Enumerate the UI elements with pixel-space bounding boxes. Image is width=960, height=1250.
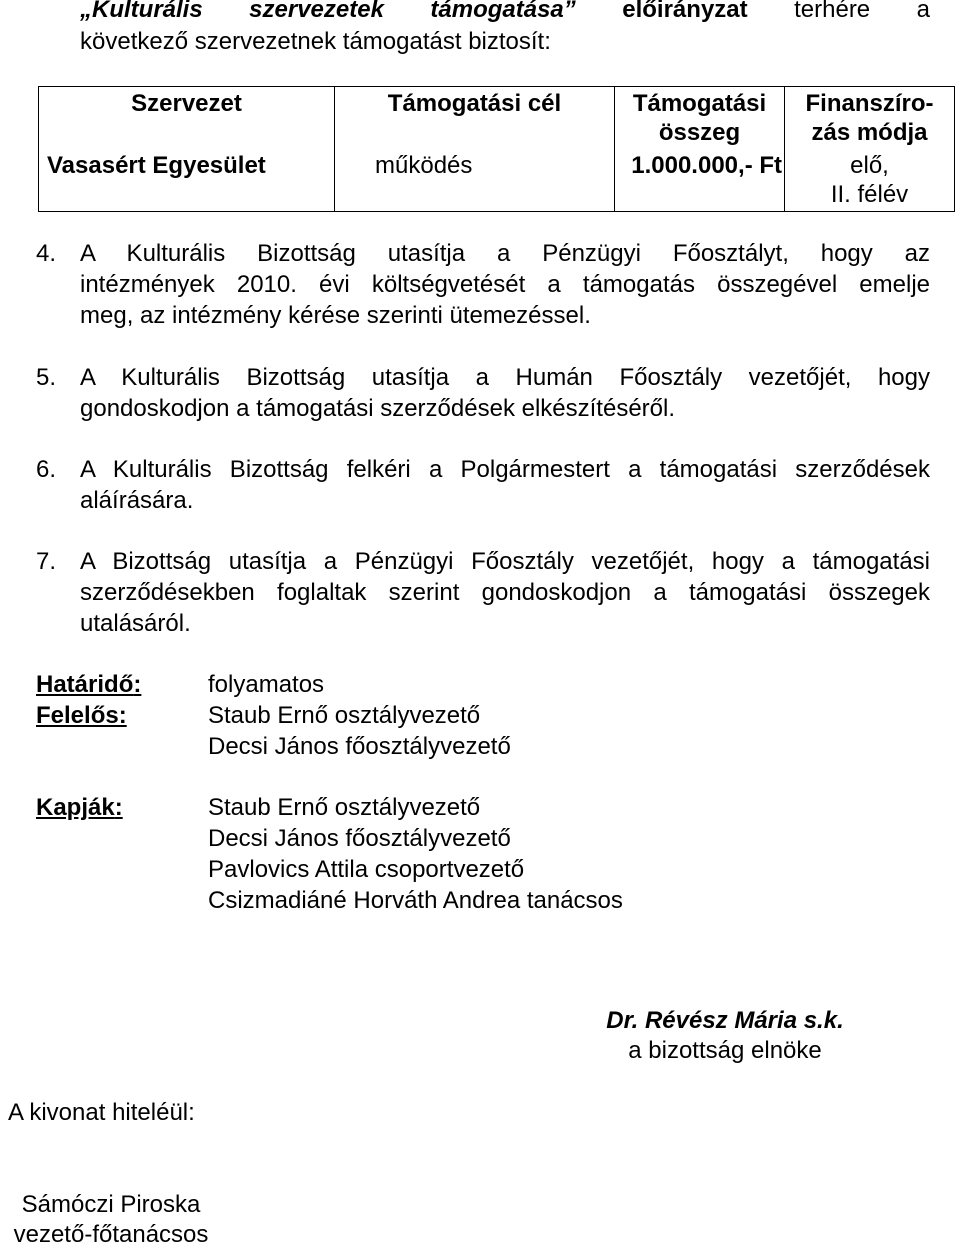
recipients-label-suffix: : [114, 794, 123, 821]
item-line: A Kulturális Bizottság felkéri a Polgármestert a támogatási szerződések [80, 456, 930, 483]
signatory-name: Dr. Révész Mária s.k. [606, 1007, 844, 1034]
item-line: aláírására. [80, 487, 194, 514]
cell-organization: Vasasért Egyesület [39, 149, 335, 212]
header-support-amount [615, 87, 785, 150]
item-line: utalásáról. [80, 610, 191, 637]
header-fin-line-2: zás módja [811, 119, 928, 146]
item-text [80, 546, 930, 639]
resolution-item-5 [36, 362, 930, 424]
item-line: A Bizottság utasítja a Pénzügyi Főosztály vezetőjét, hogy a támogatási [80, 548, 930, 575]
intro-line-2: következő szervezetnek támogatást biztosít: [80, 28, 551, 55]
header-amount-line-2: összeg [658, 119, 741, 146]
recipient: Pavlovics Attila csoportvezető [208, 856, 525, 883]
responsible-person: Decsi János főosztályvezető [208, 733, 511, 760]
recipients-label-text: Kapják [36, 794, 115, 821]
certifier-block [0, 1190, 222, 1250]
cell-fin-line-2: II. félév [830, 181, 909, 208]
table-header-row [39, 87, 955, 150]
intro-paragraph [80, 0, 930, 58]
support-table [38, 86, 955, 212]
recipients-list [208, 792, 623, 916]
deadline-label-suffix: : [133, 671, 142, 698]
item-number: 6. [36, 456, 57, 483]
cell-support-amount: 1.000.000,- Ft [615, 149, 785, 212]
resolution-item-7 [36, 546, 930, 639]
header-organization: Szervezet [39, 87, 335, 150]
certifier-title: vezető-főtanácsos [13, 1221, 209, 1248]
intro-word: „Kulturális [80, 0, 203, 23]
header-support-goal: Támogatási cél [335, 87, 615, 150]
item-line: gondoskodjon a támogatási szerződések elkészítéséről. [80, 395, 676, 422]
intro-word: előirányzat [622, 0, 748, 23]
item-number: 7. [36, 548, 57, 575]
resolution-item-4 [36, 238, 930, 331]
item-number: 5. [36, 364, 57, 391]
cell-support-goal: működés [335, 149, 615, 212]
item-line: szerződésekben foglaltak szerint gondoskodjon a támogatási összegek [80, 579, 930, 606]
item-line: meg, az intézmény kérése szerinti ütemezéssel. [80, 302, 591, 329]
intro-word: terhére [794, 0, 871, 23]
responsible-label: Felelős: [36, 702, 127, 729]
cell-financing-method [785, 149, 955, 212]
item-line: intézmények 2010. évi költségvetését a támogatás összegével emelje [80, 271, 930, 298]
deadline-label-text: Határidő [36, 671, 134, 698]
certifier-name: Sámóczi Piroska [21, 1191, 201, 1218]
intro-word: a [916, 0, 930, 23]
item-text [80, 362, 930, 424]
recipient: Staub Ernő osztályvezető [208, 794, 481, 821]
intro-line-1 [80, 0, 930, 26]
responsible-person: Staub Ernő osztályvezető [208, 702, 481, 729]
signatory-title: a bizottság elnöke [628, 1037, 822, 1064]
deadline-value: folyamatos [208, 671, 325, 698]
item-line: A Kulturális Bizottság utasítja a Humán Főosztály vezetőjét, hogy [80, 364, 930, 391]
item-text [80, 454, 930, 516]
header-financing-method [785, 87, 955, 150]
item-number: 4. [36, 240, 57, 267]
recipient: Decsi János főosztályvezető [208, 825, 511, 852]
cell-fin-line-1: elő, [850, 152, 889, 179]
item-text [80, 238, 930, 331]
table-row [39, 149, 955, 212]
intro-word: támogatása” [430, 0, 576, 23]
header-amount-line-1: Támogatási [632, 90, 767, 117]
intro-word: szervezetek [249, 0, 384, 23]
certified-label: A kivonat hiteléül: [8, 1099, 195, 1126]
item-line: A Kulturális Bizottság utasítja a Pénzügyi Főosztályt, hogy az [80, 240, 930, 267]
responsible-list [208, 700, 511, 762]
resolution-item-6 [36, 454, 930, 516]
signature-block [560, 1006, 890, 1066]
deadline-label [36, 669, 141, 700]
recipients-label [36, 792, 123, 823]
recipient: Csizmadiáné Horváth Andrea tanácsos [208, 887, 623, 914]
header-fin-line-1: Finanszíro- [805, 90, 934, 117]
